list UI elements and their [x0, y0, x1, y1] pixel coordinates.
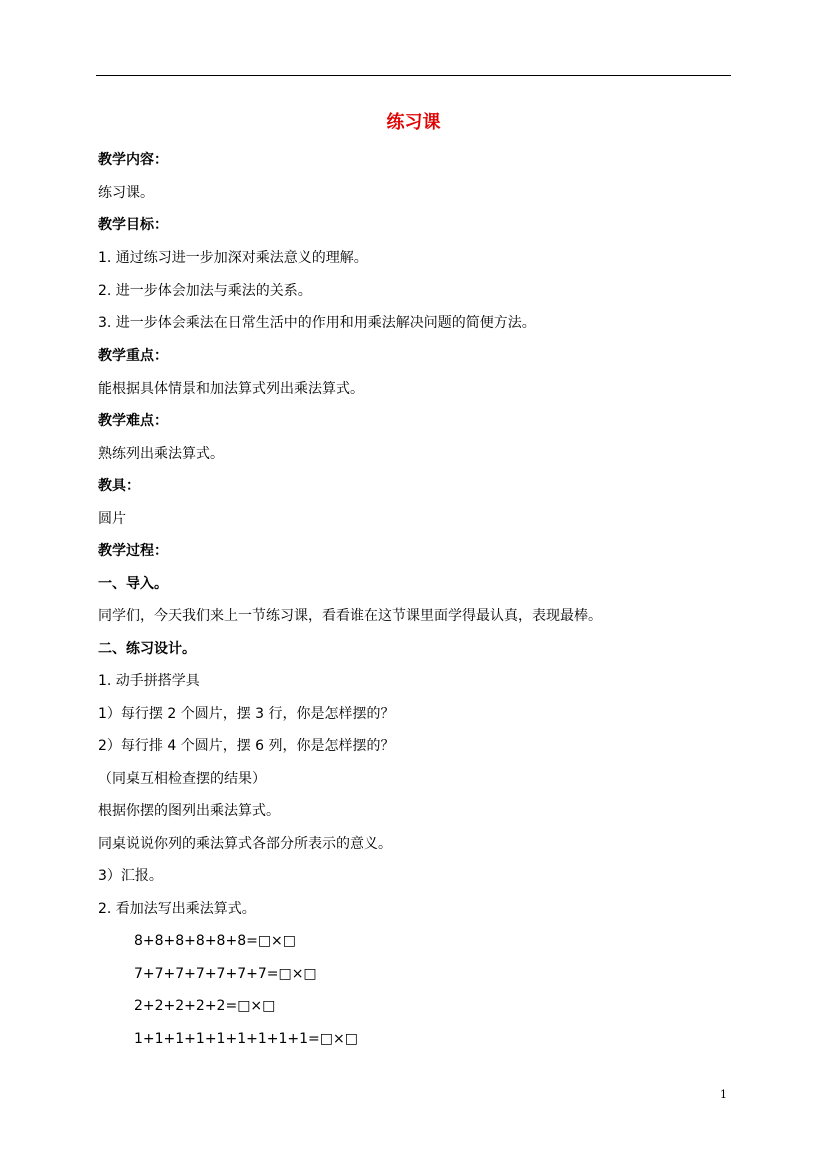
intro-text: 同学们，今天我们来上一节练习课，看看谁在这节课里面学得最认真，表现最棒。: [98, 608, 602, 624]
practice-item: 2）每行排 4 个圆片，摆 6 列，你是怎样摆的？: [98, 738, 395, 754]
subsection-heading-practice: 二、练习设计。: [98, 641, 196, 657]
difficulties-text: 熟练列出乘法算式。: [98, 446, 224, 462]
section-heading-process: 教学过程：: [98, 543, 168, 559]
document-title: 练习课: [386, 112, 441, 133]
section-heading-objectives: 教学目标：: [98, 217, 168, 233]
section-heading-key-points: 教学重点：: [98, 348, 168, 364]
equation-line: 1+1+1+1+1+1+1+1+1=□×□: [134, 1031, 358, 1047]
section-heading-tools: 教具：: [98, 478, 140, 494]
header-rule: [96, 75, 731, 76]
practice-item: 3）汇报。: [98, 868, 163, 884]
practice-item: （同桌互相检查摆的结果）: [98, 771, 266, 787]
section-heading-difficulties: 教学难点：: [98, 413, 168, 429]
practice-item: 1）每行摆 2 个圆片，摆 3 行，你是怎样摆的？: [98, 706, 395, 722]
practice-item: 2. 看加法写出乘法算式。: [98, 901, 256, 917]
objective-item: 1. 通过练习进一步加深对乘法意义的理解。: [98, 250, 368, 266]
objective-item: 2. 进一步体会加法与乘法的关系。: [98, 283, 312, 299]
key-points-text: 能根据具体情景和加法算式列出乘法算式。: [98, 381, 364, 397]
equation-line: 8+8+8+8+8+8=□×□: [134, 933, 297, 949]
section-heading-content: 教学内容：: [98, 152, 168, 168]
subsection-heading-intro: 一、导入。: [98, 576, 168, 592]
tools-text: 圆片: [98, 511, 126, 527]
equation-line: 7+7+7+7+7+7+7=□×□: [134, 966, 317, 982]
practice-item: 1. 动手拼搭学具: [98, 673, 200, 689]
page-number: 1: [720, 1088, 727, 1101]
practice-item: 同桌说说你列的乘法算式各部分所表示的意义。: [98, 836, 392, 852]
objective-item: 3. 进一步体会乘法在日常生活中的作用和用乘法解决问题的简便方法。: [98, 315, 536, 331]
practice-item: 根据你摆的图列出乘法算式。: [98, 803, 280, 819]
equation-line: 2+2+2+2+2=□×□: [134, 998, 276, 1014]
content-text: 练习课。: [98, 185, 154, 201]
